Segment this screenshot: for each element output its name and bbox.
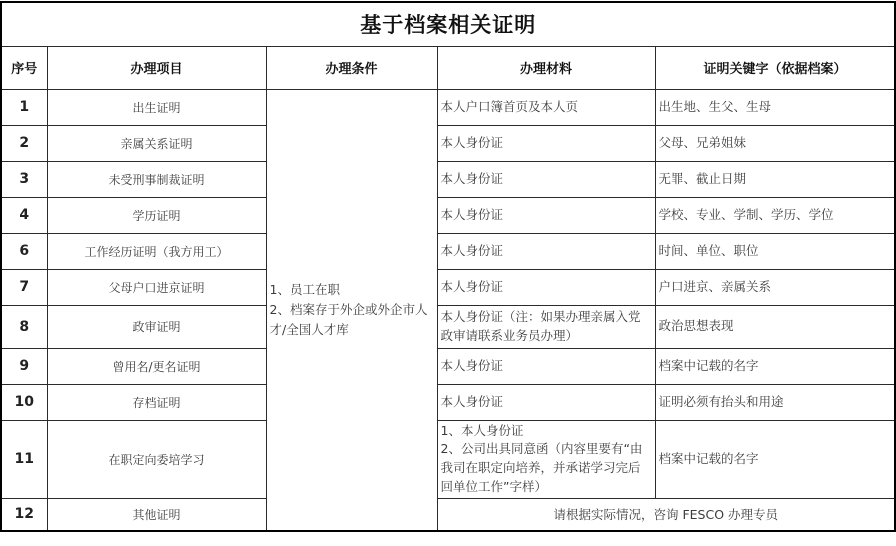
row-keyword: 档案中记载的名字 [655,420,895,498]
row-no: 8 [1,305,47,348]
table-row [1,161,895,197]
table-row [1,233,895,269]
row-no: 6 [1,233,47,269]
page-title: 基于档案相关证明 [1,2,895,46]
row-material: 本人身份证 [437,233,655,269]
row-keyword: 无罪、截止日期 [655,161,895,197]
row-material: 本人身份证 [437,125,655,161]
row-no: 9 [1,348,47,384]
row-no: 4 [1,197,47,233]
row-keyword: 证明必须有抬头和用途 [655,384,895,420]
row-no: 10 [1,384,47,420]
row-item: 工作经历证明（我方用工） [47,233,266,269]
row-keyword: 户口进京、亲属关系 [655,269,895,305]
table-row [1,498,895,531]
condition-line-2: 2、档案存于外企或外企市人才/全国人才库 [269,301,428,337]
row-item: 出生证明 [47,89,266,125]
table-header-row [1,46,895,89]
row-no: 2 [1,125,47,161]
table-row [1,125,895,161]
row-item: 政审证明 [47,305,266,348]
row-keyword: 学校、专业、学制、学历、学位 [655,197,895,233]
row-item: 亲属关系证明 [47,125,266,161]
condition-cell [266,89,437,531]
row-no: 1 [1,89,47,125]
row-material: 本人身份证 [437,269,655,305]
table-row [1,89,895,125]
row-no: 3 [1,161,47,197]
row-no: 12 [1,498,47,531]
column-header-item: 办理项目 [47,46,266,89]
footer-note-cell: 请根据实际情况，咨询 FESCO 办理专员 [437,498,895,531]
archive-certificates-table [0,1,896,532]
row-keyword: 档案中记载的名字 [655,348,895,384]
material-line-1: 1、本人身份证 [440,422,524,438]
condition-line-1: 1、员工在职 [269,281,340,297]
row-no: 11 [1,420,47,498]
table-row [1,348,895,384]
material-line-2: 2、公司出具同意函（内容里要有“由我司在职定向培养，并承诺学习完后回单位工作”字样） [440,441,643,494]
row-keyword: 时间、单位、职位 [655,233,895,269]
table-row [1,269,895,305]
row-item: 未受刑事制裁证明 [47,161,266,197]
row-keyword: 政治思想表现 [655,305,895,348]
column-header-keyword: 证明关键字（依据档案） [655,46,895,89]
table-row [1,305,895,348]
row-item: 存档证明 [47,384,266,420]
table-title-row [1,2,895,46]
row-material: 本人身份证 [437,384,655,420]
row-material: 本人身份证 [437,161,655,197]
row-material: 本人身份证（注：如果办理亲属入党政审请联系业务员办理） [437,305,655,348]
column-header-condition: 办理条件 [266,46,437,89]
table-row [1,197,895,233]
row-no: 7 [1,269,47,305]
row-item: 在职定向委培学习 [47,420,266,498]
column-header-no: 序号 [1,46,47,89]
row-material [437,420,655,498]
row-keyword: 出生地、生父、生母 [655,89,895,125]
row-material: 本人身份证 [437,348,655,384]
row-material: 本人身份证 [437,197,655,233]
table-row [1,420,895,498]
column-header-material: 办理材料 [437,46,655,89]
row-material: 本人户口簿首页及本人页 [437,89,655,125]
row-item: 父母户口进京证明 [47,269,266,305]
row-item: 其他证明 [47,498,266,531]
table-row [1,384,895,420]
row-keyword: 父母、兄弟姐妹 [655,125,895,161]
row-item: 曾用名/更名证明 [47,348,266,384]
row-item: 学历证明 [47,197,266,233]
